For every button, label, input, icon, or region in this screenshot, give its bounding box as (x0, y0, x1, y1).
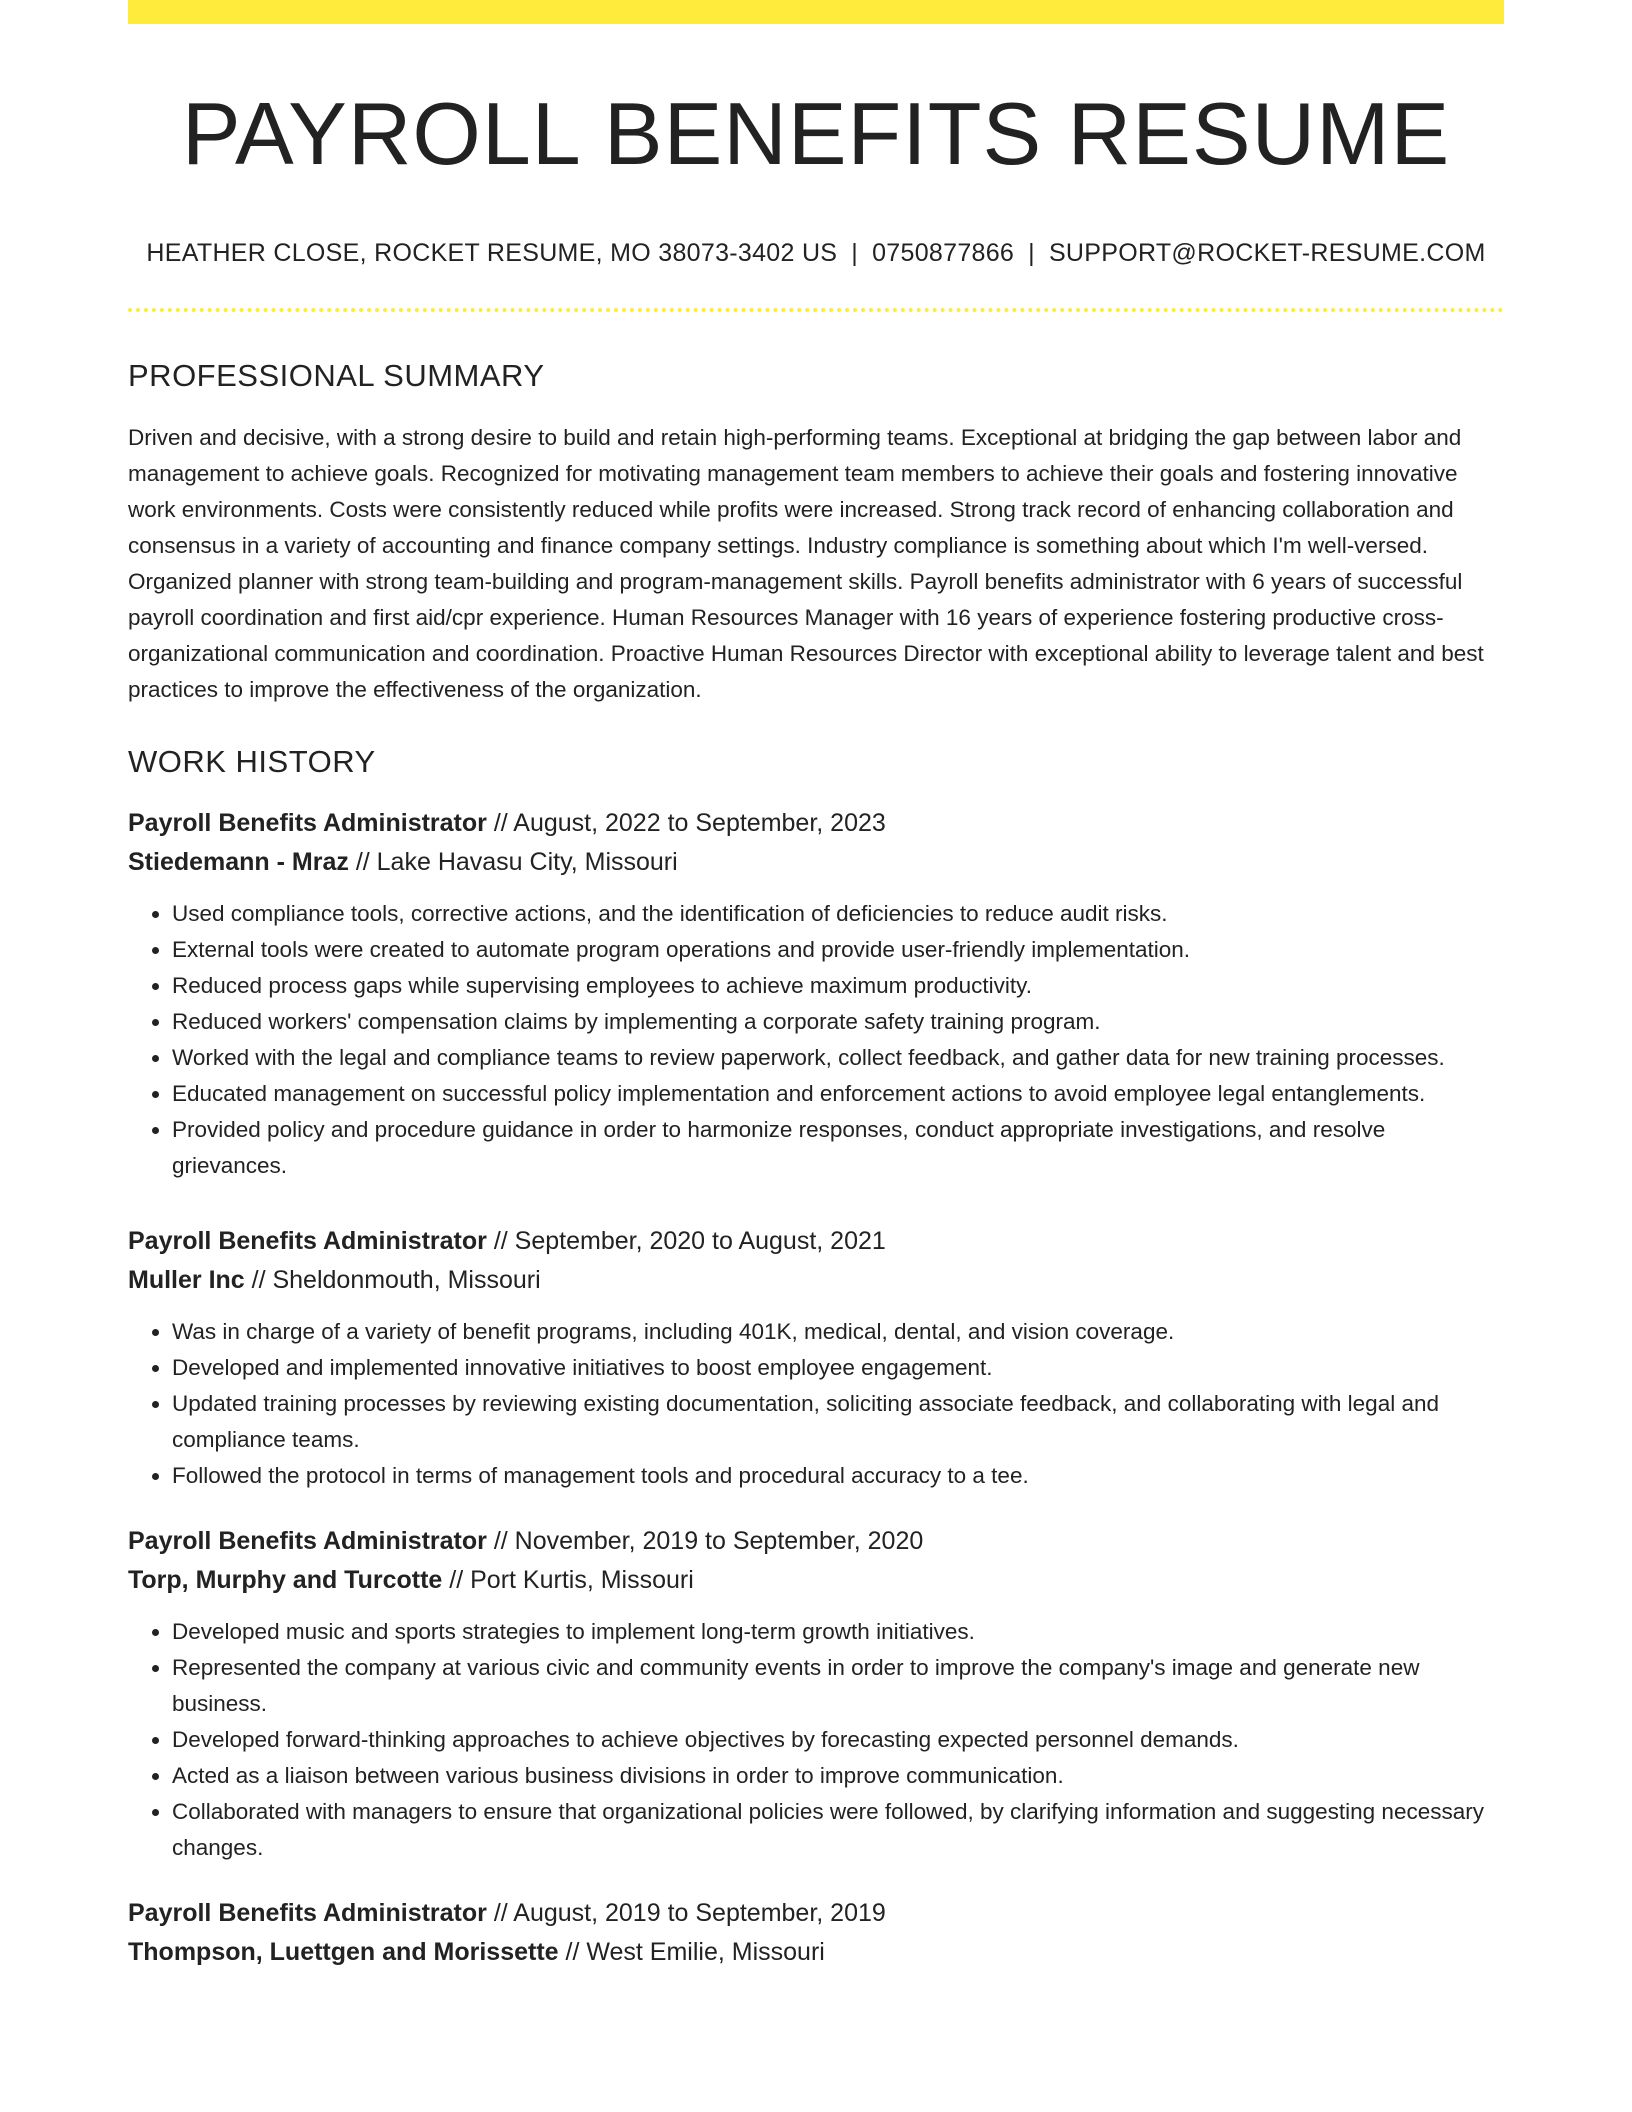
job-bullet: • Was in charge of a variety of benefit programs, including 401K, medical, dental, and vision coverage. (172, 1314, 1504, 1350)
job-location: // Sheldonmouth, Missouri (244, 1265, 541, 1294)
contact-address: HEATHER CLOSE, ROCKET RESUME, MO 38073-3402 US (146, 238, 838, 267)
job-entry (128, 1222, 1504, 1494)
job-bullet: • Collaborated with managers to ensure that organizational policies were followed, by clarifying information and suggesting necessary changes. (172, 1794, 1504, 1866)
job-bullet: • Reduced workers' compensation claims by implementing a corporate safety training program. (172, 1004, 1504, 1040)
job-bullet: • Used compliance tools, corrective actions, and the identification of deficiencies to reduce audit risks. (172, 896, 1504, 932)
job-entry (128, 1522, 1504, 1866)
job-company-line (128, 1261, 1504, 1300)
job-dates: // August, 2022 to September, 2023 (486, 808, 886, 837)
summary-text: Driven and decisive, with a strong desire to build and retain high-performing teams. Exceptional at bridging the gap between labor and management to achieve goals. Recognized for motivating management team members to achieve their goals and fostering innovative work environments. Costs were consistently reduced while profits were increased. Strong track record of enhancing collaboration and consensus in a variety of accounting and finance company settings. Industry compliance is something about which I'm well-versed. Organized planner with strong team-building and program-management skills. Payroll benefits administrator with 6 years of successful payroll coordination and first aid/cpr experience. Human Resources Manager with 16 years of experience fostering productive cross-organizational communication and coordination. Proactive Human Resources Director with exceptional ability to leverage talent and best practices to improve the effectiveness of the organization. (128, 424, 1484, 702)
job-company: Stiedemann - Mraz (128, 847, 349, 876)
resume-page (128, 0, 1504, 1972)
job-title: Payroll Benefits Administrator (128, 1526, 487, 1555)
job-entry (128, 804, 1504, 1184)
job-title: Payroll Benefits Administrator (128, 1898, 487, 1927)
job-dates: // August, 2019 to September, 2019 (486, 1898, 886, 1927)
job-dates: // September, 2020 to August, 2021 (486, 1226, 886, 1255)
contact-separator: | (1028, 238, 1035, 267)
job-bullet: • Developed and implemented innovative initiatives to boost employee engagement. (172, 1350, 1504, 1386)
job-bullet: • Updated training processes by reviewing existing documentation, soliciting associate feedback, and collaborating with legal and compliance teams. (172, 1386, 1504, 1458)
contact-email: SUPPORT@ROCKET-RESUME.COM (1048, 238, 1486, 267)
job-bullet: • External tools were created to automate program operations and provide user-friendly implementation. (172, 932, 1504, 968)
job-company: Muller Inc (128, 1265, 245, 1294)
job-bullet: • Developed music and sports strategies to implement long-term growth initiatives. (172, 1614, 1504, 1650)
job-bullet: • Worked with the legal and compliance teams to review paperwork, collect feedback, and gather data for new training processes. (172, 1040, 1504, 1076)
accent-bar (128, 0, 1504, 24)
job-bullets (128, 1314, 1504, 1494)
job-title: Payroll Benefits Administrator (128, 808, 487, 837)
job-location: // West Emilie, Missouri (558, 1937, 825, 1966)
job-bullet: • Reduced process gaps while supervising employees to achieve maximum productivity. (172, 968, 1504, 1004)
job-company-line (128, 1561, 1504, 1600)
job-location: // Port Kurtis, Missouri (442, 1565, 694, 1594)
contact-phone: 0750877866 (872, 238, 1015, 267)
job-bullet: • Represented the company at various civic and community events in order to improve the company's image and generate new business. (172, 1650, 1504, 1722)
job-bullet: • Acted as a liaison between various business divisions in order to improve communication. (172, 1758, 1504, 1794)
job-bullets (128, 896, 1504, 1184)
job-company: Thompson, Luettgen and Morissette (128, 1937, 559, 1966)
job-company: Torp, Murphy and Turcotte (128, 1565, 443, 1594)
contact-separator: | (851, 238, 859, 267)
job-title-line (128, 1894, 1504, 1933)
job-bullet: • Developed forward-thinking approaches to achieve objectives by forecasting expected personnel demands. (172, 1722, 1504, 1758)
summary-heading: PROFESSIONAL SUMMARY (128, 357, 545, 393)
job-entry (128, 1894, 1504, 1972)
job-company-line (128, 843, 1504, 882)
job-location: // Lake Havasu City, Missouri (348, 847, 678, 876)
resume-title: PAYROLL BENEFITS RESUME (181, 84, 1451, 183)
dotted-divider (128, 308, 1504, 312)
contact-line (128, 239, 1504, 268)
work-history-heading: WORK HISTORY (128, 743, 376, 779)
job-company-line (128, 1933, 1504, 1972)
job-title-line (128, 1222, 1504, 1261)
job-bullet: • Followed the protocol in terms of management tools and procedural accuracy to a tee. (172, 1458, 1504, 1494)
job-title-line (128, 1522, 1504, 1561)
job-title-line (128, 804, 1504, 843)
job-dates: // November, 2019 to September, 2020 (486, 1526, 924, 1555)
job-title: Payroll Benefits Administrator (128, 1226, 487, 1255)
job-bullet: • Educated management on successful policy implementation and enforcement actions to avoid employee legal entanglements. (172, 1076, 1504, 1112)
job-bullets (128, 1614, 1504, 1866)
job-bullet: • Provided policy and procedure guidance in order to harmonize responses, conduct appropriate investigations, and resolve grievances. (172, 1112, 1504, 1184)
